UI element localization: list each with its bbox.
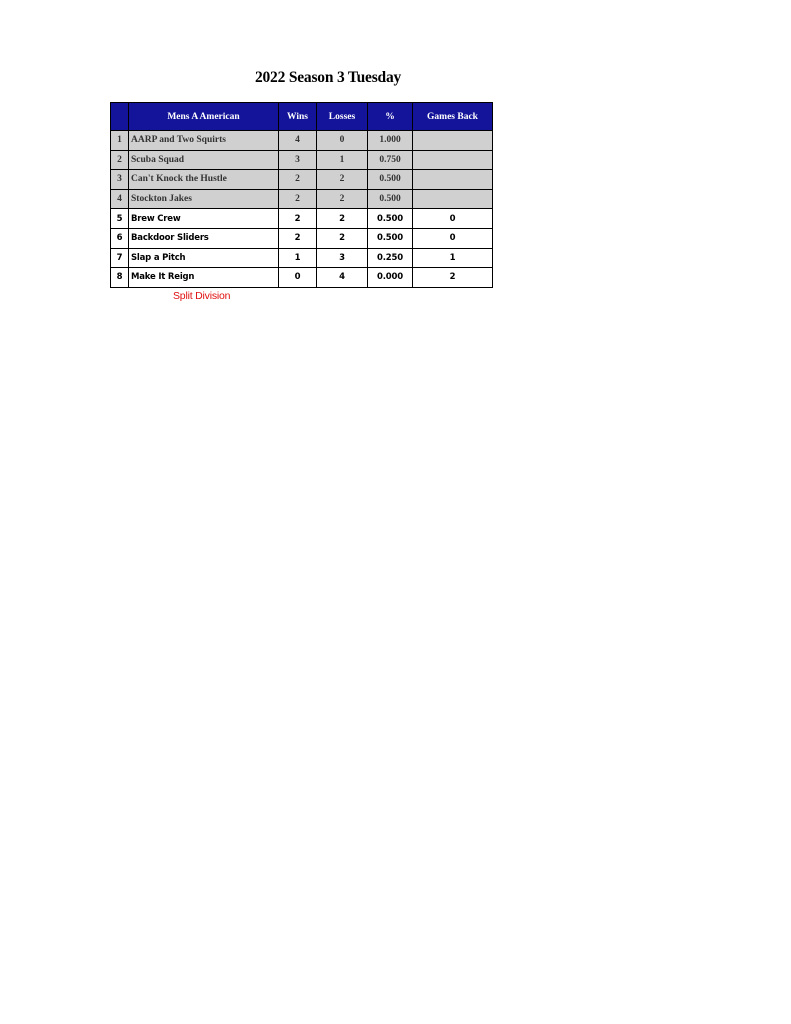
pct-cell: 0.500: [368, 209, 413, 229]
table-row: [111, 170, 493, 190]
team-cell: Make It Reign: [129, 268, 279, 288]
standings-table: [110, 102, 493, 288]
table-row: [111, 248, 493, 268]
rank-cell: 8: [111, 268, 129, 288]
losses-cell: 3: [317, 248, 368, 268]
pct-cell: 1.000: [368, 131, 413, 151]
team-cell: Slap a Pitch: [129, 248, 279, 268]
losses-cell: 4: [317, 268, 368, 288]
rank-cell: 4: [111, 189, 129, 209]
losses-cell: 1: [317, 150, 368, 170]
games-back-cell: 0: [413, 209, 493, 229]
pct-cell: 0.500: [368, 189, 413, 209]
team-cell: Can't Knock the Hustle: [129, 170, 279, 190]
team-cell: AARP and Two Squirts: [129, 131, 279, 151]
division-header: Mens A American: [129, 103, 279, 131]
losses-header: Losses: [317, 103, 368, 131]
table-row: [111, 131, 493, 151]
games-back-cell: [413, 150, 493, 170]
wins-cell: 2: [279, 209, 317, 229]
page-title: 2022 Season 3 Tuesday: [254, 69, 402, 86]
games-back-cell: [413, 131, 493, 151]
games-back-cell: [413, 189, 493, 209]
wins-cell: 1: [279, 248, 317, 268]
wins-cell: 3: [279, 150, 317, 170]
losses-cell: 2: [317, 209, 368, 229]
losses-cell: 0: [317, 131, 368, 151]
wins-cell: 2: [279, 228, 317, 248]
table-row: [111, 150, 493, 170]
games-back-cell: 1: [413, 248, 493, 268]
games-back-header: Games Back: [413, 103, 493, 131]
wins-cell: 4: [279, 131, 317, 151]
wins-cell: 0: [279, 268, 317, 288]
rank-header: [111, 103, 129, 131]
pct-cell: 0.500: [368, 228, 413, 248]
team-cell: Scuba Squad: [129, 150, 279, 170]
losses-cell: 2: [317, 228, 368, 248]
table-row: [111, 228, 493, 248]
losses-cell: 2: [317, 170, 368, 190]
wins-cell: 2: [279, 189, 317, 209]
rank-cell: 6: [111, 228, 129, 248]
team-cell: Brew Crew: [129, 209, 279, 229]
team-cell: Backdoor Sliders: [129, 228, 279, 248]
table-row: [111, 209, 493, 229]
table-row: [111, 189, 493, 209]
wins-cell: 2: [279, 170, 317, 190]
pct-cell: 0.250: [368, 248, 413, 268]
rank-cell: 2: [111, 150, 129, 170]
games-back-cell: 2: [413, 268, 493, 288]
pct-cell: 0.500: [368, 170, 413, 190]
pct-cell: 0.000: [368, 268, 413, 288]
team-cell: Stockton Jakes: [129, 189, 279, 209]
wins-header: Wins: [279, 103, 317, 131]
table-header-row: [111, 103, 493, 131]
rank-cell: 5: [111, 209, 129, 229]
pct-cell: 0.750: [368, 150, 413, 170]
table-row: [111, 268, 493, 288]
split-division-note: Split Division: [173, 290, 231, 302]
rank-cell: 3: [111, 170, 129, 190]
rank-cell: 1: [111, 131, 129, 151]
losses-cell: 2: [317, 189, 368, 209]
games-back-cell: 0: [413, 228, 493, 248]
rank-cell: 7: [111, 248, 129, 268]
games-back-cell: [413, 170, 493, 190]
pct-header: %: [368, 103, 413, 131]
